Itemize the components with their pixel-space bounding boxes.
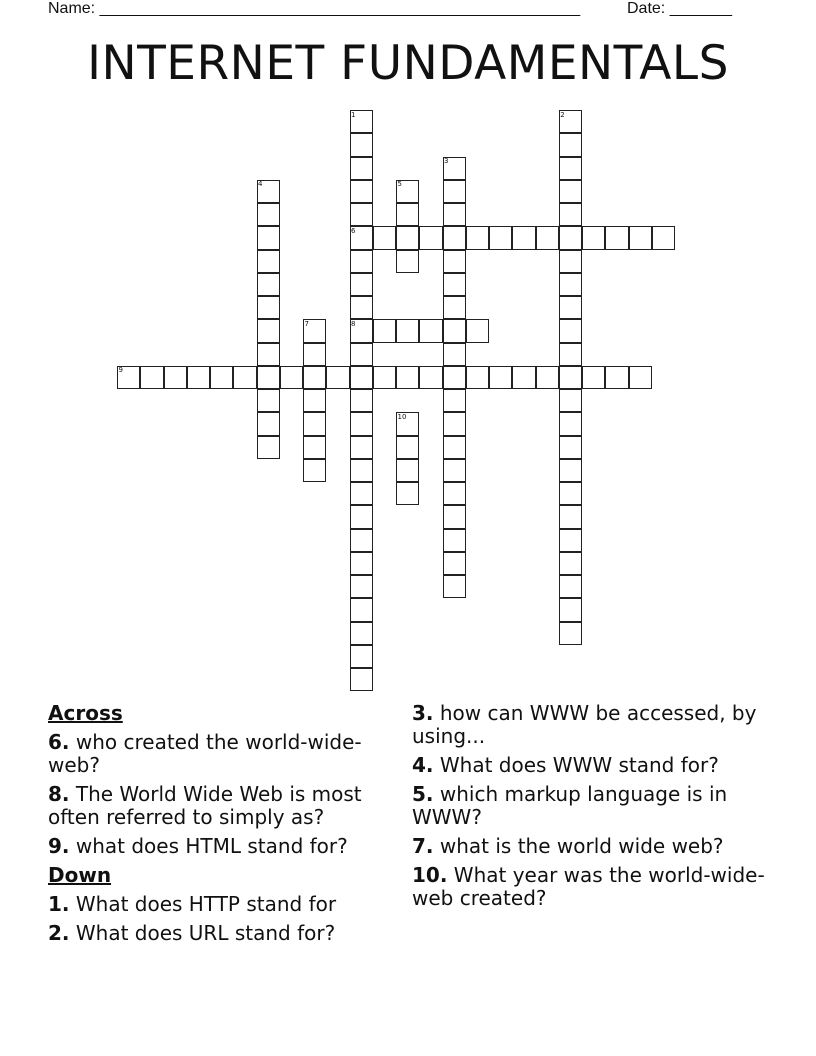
- grid-cell[interactable]: [559, 273, 582, 296]
- grid-cell[interactable]: [210, 366, 233, 389]
- grid-cell[interactable]: [396, 459, 419, 482]
- grid-cell[interactable]: [536, 226, 559, 249]
- grid-cell[interactable]: [443, 273, 466, 296]
- grid-cell[interactable]: [443, 389, 466, 412]
- grid-cell[interactable]: [257, 412, 280, 435]
- grid-cell[interactable]: [559, 575, 582, 598]
- clue-number-label: 7: [304, 319, 309, 328]
- clue-across-6: [48, 731, 408, 777]
- clue-number-label: 10: [397, 412, 407, 421]
- grid-cell[interactable]: [350, 598, 373, 621]
- grid-cell[interactable]: [396, 436, 419, 459]
- grid-cell[interactable]: [303, 436, 326, 459]
- grid-cell[interactable]: [443, 482, 466, 505]
- clue-down-3: [412, 702, 772, 748]
- grid-cell[interactable]: [559, 133, 582, 156]
- grid-cell[interactable]: [350, 389, 373, 412]
- grid-cell[interactable]: [350, 412, 373, 435]
- grid-cell[interactable]: [443, 436, 466, 459]
- grid-cell[interactable]: [257, 366, 280, 389]
- clue-number-label: 3: [444, 157, 449, 165]
- grid-cell[interactable]: [257, 343, 280, 366]
- grid-cell[interactable]: [350, 296, 373, 319]
- grid-cell[interactable]: [350, 645, 373, 668]
- grid-cell[interactable]: [303, 389, 326, 412]
- clue-down-5: [412, 783, 772, 829]
- clue-number: 8.: [48, 782, 70, 806]
- grid-cell[interactable]: [257, 389, 280, 412]
- grid-cell[interactable]: [443, 575, 466, 598]
- grid-cell[interactable]: [350, 505, 373, 528]
- clue-across-9: [48, 835, 408, 858]
- grid-cell[interactable]: [443, 366, 466, 389]
- grid-cell[interactable]: [350, 575, 373, 598]
- grid-cell[interactable]: [559, 622, 582, 645]
- clue-number: 3.: [412, 701, 434, 725]
- grid-cell[interactable]: [257, 319, 280, 342]
- grid-cell[interactable]: [396, 226, 419, 249]
- grid-cell[interactable]: [257, 226, 280, 249]
- grid-cell[interactable]: [559, 203, 582, 226]
- grid-cell[interactable]: [512, 366, 535, 389]
- grid-cell[interactable]: [187, 366, 210, 389]
- grid-cell[interactable]: [536, 366, 559, 389]
- grid-cell[interactable]: [303, 366, 326, 389]
- grid-cell[interactable]: [350, 459, 373, 482]
- clue-text: What does WWW stand for?: [439, 753, 719, 777]
- grid-cell[interactable]: [443, 319, 466, 342]
- grid-cell[interactable]: [233, 366, 256, 389]
- grid-cell[interactable]: [443, 529, 466, 552]
- clue-number-label: 4: [258, 180, 263, 189]
- grid-cell[interactable]: [559, 505, 582, 528]
- clue-text: what is the world wide web?: [439, 834, 724, 858]
- grid-cell[interactable]: [350, 180, 373, 203]
- grid-cell[interactable]: [350, 622, 373, 645]
- grid-cell[interactable]: [257, 250, 280, 273]
- clues-left-column: [48, 702, 408, 951]
- grid-cell[interactable]: [489, 226, 512, 249]
- grid-cell[interactable]: [559, 180, 582, 203]
- clue-text: The World Wide Web is most often referred to simply as?: [48, 782, 362, 829]
- grid-cell[interactable]: [443, 343, 466, 366]
- clue-number-label: 1: [351, 110, 356, 119]
- grid-cell[interactable]: [350, 343, 373, 366]
- grid-cell[interactable]: [419, 226, 442, 249]
- grid-cell[interactable]: [350, 436, 373, 459]
- grid-cell[interactable]: [443, 412, 466, 435]
- grid-cell[interactable]: [466, 366, 489, 389]
- grid-cell[interactable]: [326, 366, 349, 389]
- grid-cell[interactable]: [652, 226, 675, 249]
- clue-text: who created the world-wide-web?: [48, 730, 362, 777]
- grid-cell[interactable]: [559, 250, 582, 273]
- grid-cell[interactable]: [443, 552, 466, 575]
- grid-cell[interactable]: [164, 366, 187, 389]
- grid-cell[interactable]: [629, 226, 652, 249]
- grid-cell[interactable]: [559, 389, 582, 412]
- grid-cell[interactable]: [350, 552, 373, 575]
- grid-cell[interactable]: [303, 412, 326, 435]
- grid-cell[interactable]: [559, 598, 582, 621]
- grid-cell[interactable]: [140, 366, 163, 389]
- grid-cell[interactable]: [559, 552, 582, 575]
- grid-cell[interactable]: [559, 459, 582, 482]
- clue-across-8: [48, 783, 408, 829]
- clue-number-label: 5: [397, 180, 402, 189]
- name-field-label[interactable]: Name: ______________________________________________________: [48, 0, 581, 17]
- grid-cell[interactable]: [373, 319, 396, 342]
- grid-cell[interactable]: [559, 296, 582, 319]
- clue-number-label: 6: [351, 226, 356, 235]
- clue-down-2: [48, 922, 408, 945]
- clue-text: What does HTTP stand for: [75, 892, 337, 916]
- grid-cell[interactable]: [443, 296, 466, 319]
- clue-number-label: 9: [118, 366, 123, 375]
- grid-cell[interactable]: [559, 319, 582, 342]
- clue-number-label: 8: [351, 319, 356, 328]
- grid-cell[interactable]: [257, 203, 280, 226]
- grid-cell[interactable]: [605, 226, 628, 249]
- grid-cell[interactable]: [350, 273, 373, 296]
- clue-number: 5.: [412, 782, 434, 806]
- grid-cell[interactable]: [466, 226, 489, 249]
- grid-cell[interactable]: [443, 505, 466, 528]
- clue-number: 1.: [48, 892, 70, 916]
- grid-cell[interactable]: [373, 366, 396, 389]
- grid-cell[interactable]: [396, 319, 419, 342]
- clue-text: what does HTML stand for?: [75, 834, 348, 858]
- grid-cell[interactable]: [350, 157, 373, 180]
- grid-cell[interactable]: [350, 529, 373, 552]
- grid-cell[interactable]: [396, 203, 419, 226]
- grid-cell[interactable]: [443, 180, 466, 203]
- grid-cell[interactable]: [582, 226, 605, 249]
- down-heading: Down: [48, 863, 112, 887]
- clue-down-1: [48, 893, 408, 916]
- grid-cell[interactable]: [350, 250, 373, 273]
- clue-number: 6.: [48, 730, 70, 754]
- grid-cell[interactable]: [280, 366, 303, 389]
- grid-cell[interactable]: [419, 366, 442, 389]
- clue-number: 10.: [412, 863, 448, 887]
- clue-text: What does URL stand for?: [75, 921, 336, 945]
- grid-cell[interactable]: [559, 412, 582, 435]
- clue-number-label: 2: [560, 110, 565, 119]
- grid-cell[interactable]: [396, 366, 419, 389]
- clue-text: how can WWW be accessed, by using...: [412, 701, 757, 748]
- clue-down-4: [412, 754, 772, 777]
- clue-text: which markup language is in WWW?: [412, 782, 728, 829]
- clue-down-7: [412, 835, 772, 858]
- page-title: INTERNET FUNDAMENTALS: [87, 36, 729, 91]
- grid-cell[interactable]: [559, 529, 582, 552]
- grid-cell[interactable]: [559, 343, 582, 366]
- grid-cell[interactable]: [257, 273, 280, 296]
- clue-number: 9.: [48, 834, 70, 858]
- grid-cell[interactable]: [559, 436, 582, 459]
- grid-cell[interactable]: [466, 319, 489, 342]
- clues-right-column: [412, 702, 772, 916]
- grid-cell[interactable]: [303, 343, 326, 366]
- grid-cell[interactable]: [489, 366, 512, 389]
- clue-down-10: [412, 864, 772, 910]
- clue-number: 7.: [412, 834, 434, 858]
- grid-cell[interactable]: [559, 482, 582, 505]
- grid-cell[interactable]: [443, 203, 466, 226]
- grid-cell[interactable]: [257, 296, 280, 319]
- grid-cell[interactable]: [512, 226, 535, 249]
- grid-cell[interactable]: [605, 366, 628, 389]
- grid-cell[interactable]: [350, 668, 373, 691]
- clue-number: 2.: [48, 921, 70, 945]
- grid-cell[interactable]: [443, 459, 466, 482]
- grid-cell[interactable]: [350, 203, 373, 226]
- grid-cell[interactable]: [443, 250, 466, 273]
- clue-number: 4.: [412, 753, 434, 777]
- grid-cell[interactable]: [373, 226, 396, 249]
- grid-cell[interactable]: [559, 366, 582, 389]
- grid-cell[interactable]: [350, 366, 373, 389]
- clue-text: What year was the world-wide-web created?: [412, 863, 765, 910]
- grid-cell[interactable]: [396, 482, 419, 505]
- grid-cell[interactable]: [396, 250, 419, 273]
- grid-cell[interactable]: [257, 436, 280, 459]
- across-heading: Across: [48, 701, 123, 725]
- grid-cell[interactable]: [559, 226, 582, 249]
- grid-cell[interactable]: [582, 366, 605, 389]
- grid-cell[interactable]: [303, 459, 326, 482]
- grid-cell[interactable]: [559, 157, 582, 180]
- grid-cell[interactable]: [443, 226, 466, 249]
- grid-cell[interactable]: [350, 482, 373, 505]
- grid-cell[interactable]: [629, 366, 652, 389]
- grid-cell[interactable]: [419, 319, 442, 342]
- grid-cell[interactable]: [350, 133, 373, 156]
- date-field-label[interactable]: Date: _______: [627, 0, 732, 17]
